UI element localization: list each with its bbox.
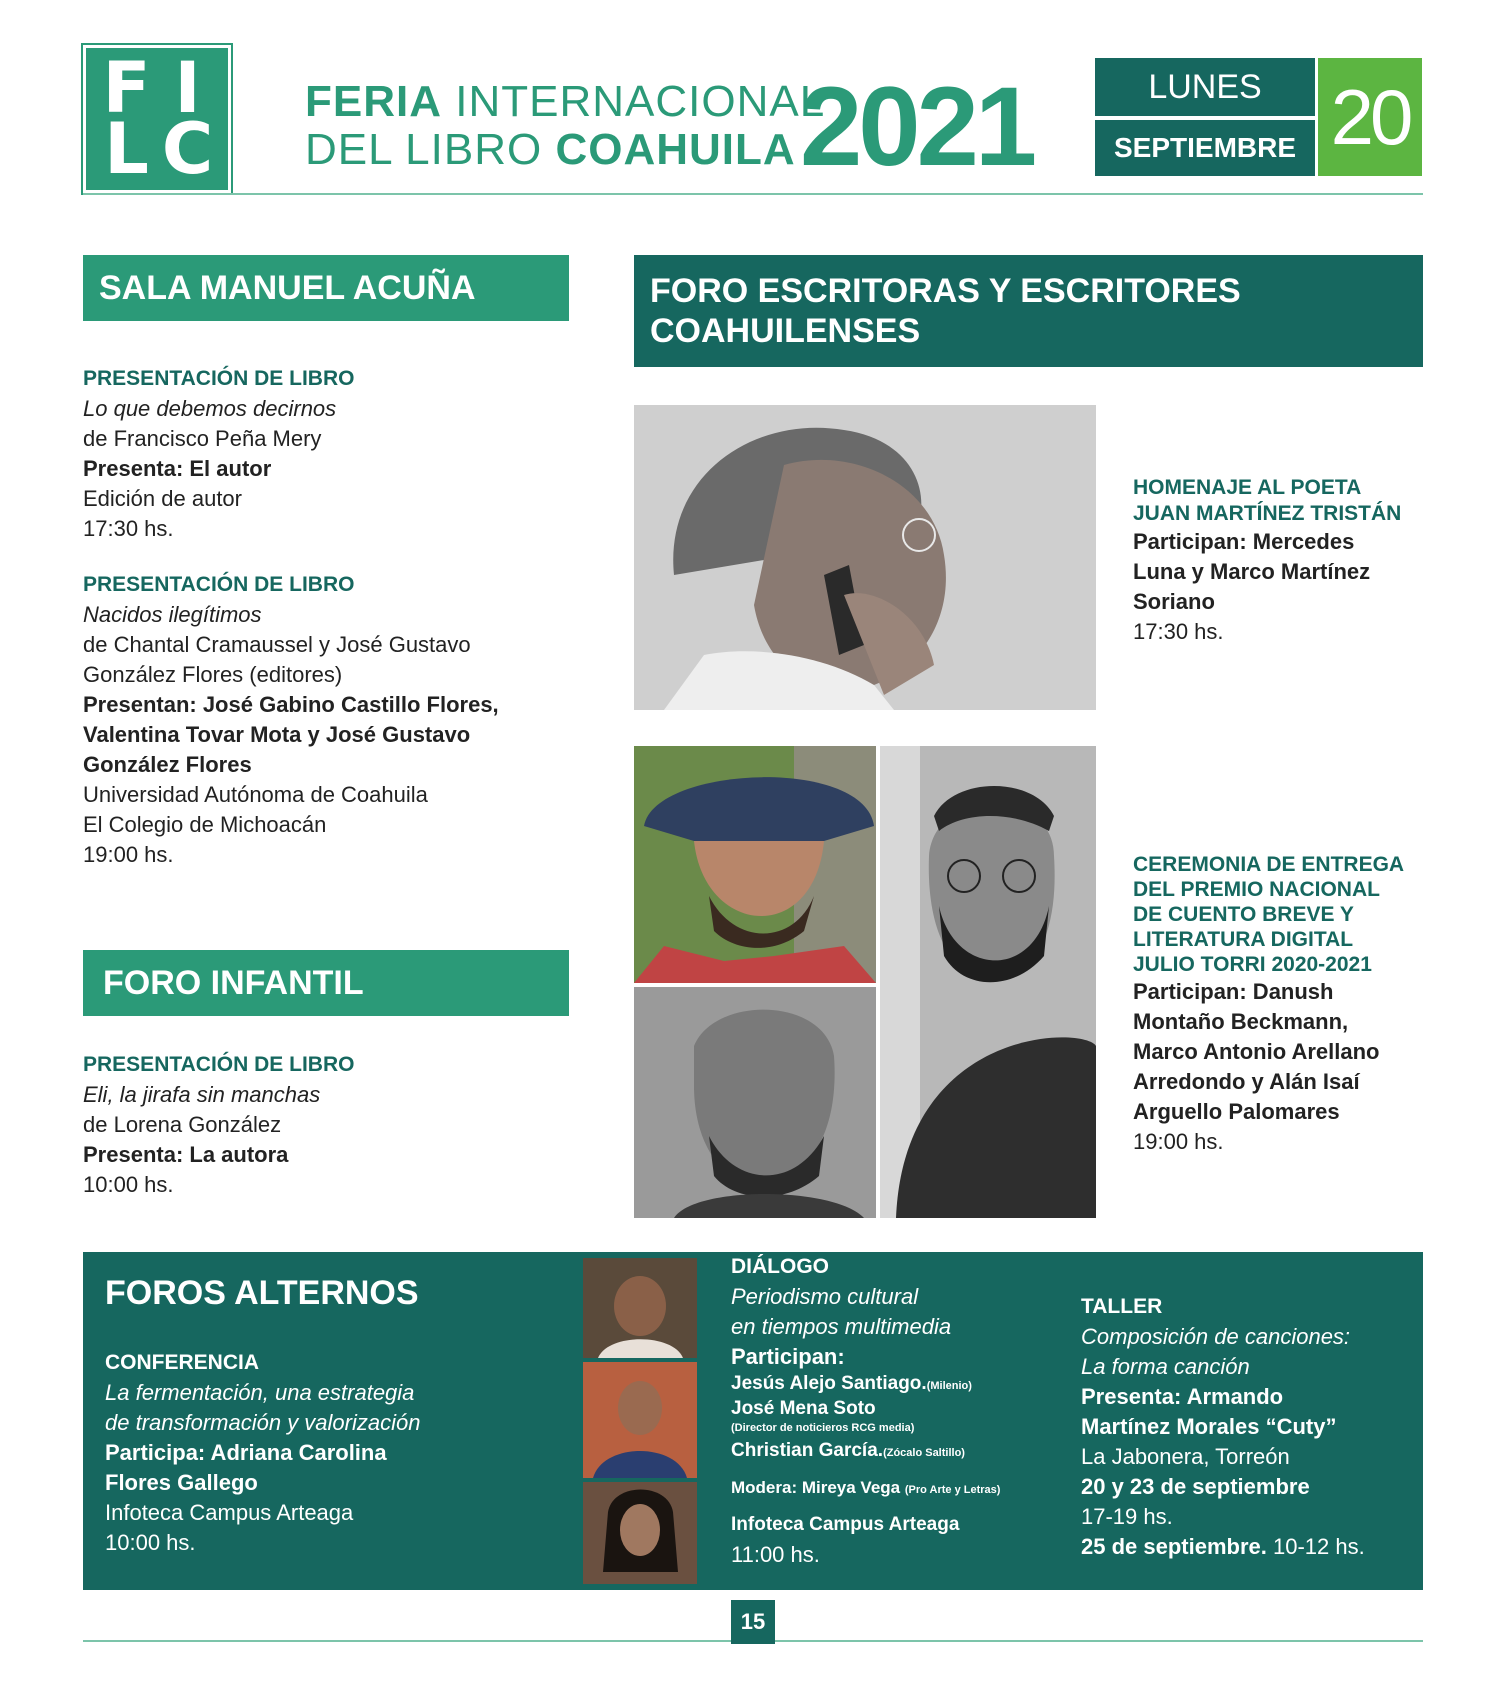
event-presenter: Valentina Tovar Mota y José Gustavo bbox=[83, 722, 471, 747]
event-category: JUAN MARTÍNEZ TRISTÁN bbox=[1133, 502, 1402, 525]
event-participant: Flores Gallego bbox=[105, 1470, 258, 1495]
event-place: Infoteca Campus Arteaga bbox=[731, 1514, 960, 1535]
event-participants: Participan: Danush bbox=[1133, 979, 1334, 1004]
event-category: HOMENAJE AL POETA bbox=[1133, 476, 1362, 499]
event-dialogo bbox=[731, 1252, 1091, 1570]
event-participants: Arguello Palomares bbox=[1133, 1099, 1340, 1124]
page-number: 15 bbox=[731, 1600, 775, 1644]
day-number: 20 bbox=[1318, 58, 1422, 176]
foro-escritores-heading bbox=[634, 255, 1423, 367]
filc-logo bbox=[83, 45, 231, 193]
event-participant: Participa: Adriana Carolina bbox=[105, 1440, 387, 1465]
fair-year: 2021 bbox=[800, 64, 1034, 189]
event-premio-julio-torri bbox=[1133, 852, 1433, 1157]
event-time: 17-19 hs. bbox=[1081, 1504, 1173, 1529]
event-presenter: Presenta: La autora bbox=[83, 1142, 289, 1167]
event-author: de Francisco Peña Mery bbox=[83, 426, 322, 451]
event-title: de transformación y valorización bbox=[105, 1410, 421, 1435]
event-time: 11:00 hs. bbox=[731, 1542, 820, 1567]
heading-line: COAHUILENSES bbox=[650, 312, 921, 350]
event-participants: Montaño Beckmann, bbox=[1133, 1009, 1349, 1034]
event-presenter: Presenta: El autor bbox=[83, 456, 272, 481]
event-category: TALLER bbox=[1081, 1295, 1163, 1318]
event-category: CONFERENCIA bbox=[105, 1351, 260, 1374]
event-category: PRESENTACIÓN DE LIBRO bbox=[83, 367, 355, 390]
event-presenter: González Flores bbox=[83, 752, 252, 777]
fair-title-line1: FERIA INTERNACIONAL bbox=[305, 77, 826, 126]
event-time: 19:00 hs. bbox=[83, 842, 174, 867]
event-author: de Lorena González bbox=[83, 1112, 282, 1137]
event-title: Nacidos ilegítimos bbox=[83, 602, 262, 627]
event-eli-la-jirafa bbox=[83, 1050, 563, 1200]
event-author: González Flores (editores) bbox=[83, 662, 343, 687]
participant-2-note: (Director de noticieros RCG media) bbox=[731, 1422, 915, 1434]
event-title: Eli, la jirafa sin manchas bbox=[83, 1082, 321, 1107]
event-presenter: Presenta: Armando bbox=[1081, 1384, 1284, 1409]
event-category: PRESENTACIÓN DE LIBRO bbox=[83, 573, 355, 596]
event-place: La Jabonera, Torreón bbox=[1081, 1444, 1290, 1469]
photo-jose-mena-soto bbox=[583, 1362, 697, 1478]
event-participants: Marco Antonio Arellano bbox=[1133, 1039, 1380, 1064]
weekday: LUNES bbox=[1095, 58, 1315, 116]
event-category: JULIO TORRI 2020-2021 bbox=[1133, 953, 1372, 976]
photo-jesus-alejo-santiago bbox=[583, 1258, 697, 1358]
event-nacidos-ilegitimos bbox=[83, 570, 583, 870]
event-dates: 20 y 23 de septiembre bbox=[1081, 1474, 1310, 1499]
event-publisher: El Colegio de Michoacán bbox=[83, 812, 327, 837]
event-taller bbox=[1081, 1292, 1411, 1562]
logo-letter-c: C bbox=[161, 108, 214, 190]
event-lo-que-debemos bbox=[83, 364, 563, 544]
participant-2: José Mena Soto bbox=[731, 1398, 876, 1419]
logo-letter-i: I bbox=[174, 47, 201, 129]
event-presenter: Presentan: José Gabino Castillo Flores, bbox=[83, 692, 499, 717]
event-participants: Participan: Mercedes bbox=[1133, 529, 1355, 554]
foro-infantil-heading: FORO INFANTIL bbox=[83, 950, 569, 1016]
moderator: Modera: Mireya Vega (Pro Arte y Letras) bbox=[731, 1478, 1001, 1497]
event-title: en tiempos multimedia bbox=[731, 1314, 952, 1339]
event-participants: Luna y Marco Martínez bbox=[1133, 559, 1371, 584]
event-homenaje-poeta bbox=[1133, 475, 1433, 647]
event-publisher: Edición de autor bbox=[83, 486, 242, 511]
photo-collage-premio-julio-torri bbox=[634, 746, 1096, 1218]
event-title: Periodismo cultural bbox=[731, 1284, 919, 1309]
event-participants: Arredondo y Alán Isaí bbox=[1133, 1069, 1360, 1094]
participant-1: Jesús Alejo Santiago.(Milenio) bbox=[731, 1373, 972, 1394]
event-time: 17:30 hs. bbox=[1133, 619, 1224, 644]
date-box bbox=[1095, 58, 1315, 176]
event-title: La fermentación, una estrategia bbox=[105, 1380, 415, 1405]
event-time: 19:00 hs. bbox=[1133, 1129, 1224, 1154]
event-category: PRESENTACIÓN DE LIBRO bbox=[83, 1053, 355, 1076]
heading-line: FORO ESCRITORAS Y ESCRITORES bbox=[650, 272, 1241, 310]
logo-letter-l: L bbox=[104, 108, 149, 190]
photo-juan-martinez-tristan bbox=[634, 405, 1096, 710]
foros-alternos-heading: FOROS ALTERNOS bbox=[105, 1274, 419, 1312]
event-date-2: 25 de septiembre. 10-12 hs. bbox=[1081, 1534, 1365, 1559]
event-time: 10:00 hs. bbox=[83, 1172, 174, 1197]
event-title: Composición de canciones: bbox=[1081, 1324, 1351, 1349]
event-presenter: Martínez Morales “Cuty” bbox=[1081, 1414, 1337, 1439]
event-category: DE CUENTO BREVE Y bbox=[1133, 903, 1354, 926]
month: SEPTIEMBRE bbox=[1095, 120, 1315, 176]
event-title: Lo que debemos decirnos bbox=[83, 396, 337, 421]
participant-3: Christian García.(Zócalo Saltillo) bbox=[731, 1440, 965, 1461]
participants-label: Participan: bbox=[731, 1344, 845, 1369]
event-place: Infoteca Campus Arteaga bbox=[105, 1500, 354, 1525]
event-category: DEL PREMIO NACIONAL bbox=[1133, 878, 1380, 901]
photo-christian-garcia bbox=[583, 1482, 697, 1584]
sala-manuel-acuna-heading: SALA MANUEL ACUÑA bbox=[83, 255, 569, 321]
event-time: 10:00 hs. bbox=[105, 1530, 196, 1555]
event-title: La forma canción bbox=[1081, 1354, 1250, 1379]
event-time: 17:30 hs. bbox=[83, 516, 174, 541]
event-author: de Chantal Cramaussel y José Gustavo bbox=[83, 632, 471, 657]
logo-letter-f: F bbox=[102, 47, 151, 129]
event-category: LITERATURA DIGITAL bbox=[1133, 928, 1354, 951]
event-category: DIÁLOGO bbox=[731, 1255, 829, 1278]
fair-title-line2: DEL LIBRO COAHUILA bbox=[305, 125, 796, 174]
event-participants: Soriano bbox=[1133, 589, 1215, 614]
header-divider bbox=[83, 193, 1423, 195]
event-publisher: Universidad Autónoma de Coahuila bbox=[83, 782, 428, 807]
event-category: CEREMONIA DE ENTREGA bbox=[1133, 853, 1405, 876]
foros-alternos-panel bbox=[83, 1252, 1423, 1590]
event-conferencia bbox=[105, 1348, 575, 1558]
